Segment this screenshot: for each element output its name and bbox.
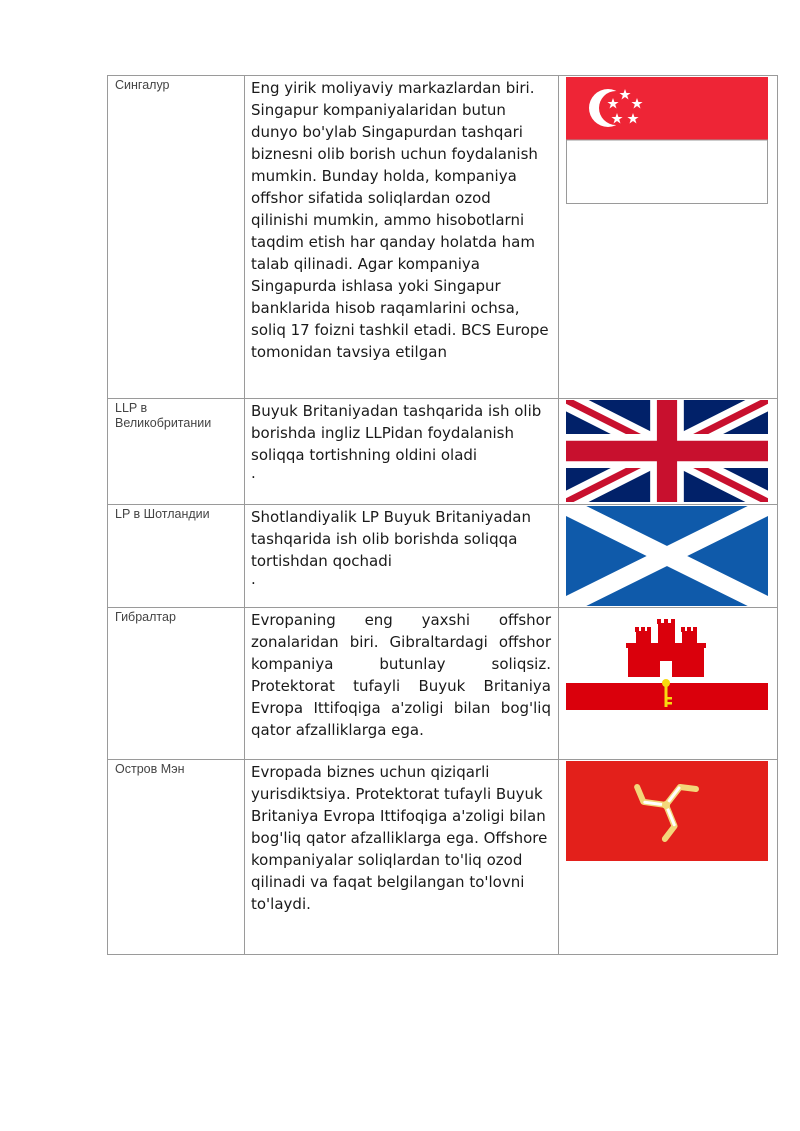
table-row bbox=[108, 608, 778, 760]
country-name: Сингалур bbox=[115, 78, 170, 92]
trailing-dot: . bbox=[251, 464, 256, 482]
table-row bbox=[108, 399, 778, 505]
flag-cell bbox=[559, 608, 778, 760]
offshore-table bbox=[107, 75, 778, 955]
trailing-dot: . bbox=[251, 570, 256, 588]
country-name: LLP в Великобритании bbox=[115, 401, 212, 430]
description-text: Evropada biznes uchun qiziqarli yurisdiktsiya. Protektorat tufayli Buyuk Britaniya Evropa Ittifoqiga a'zoligi bilan bog'liq qator afzalliklarga ega. Offshore kompaniyalar soliqlardan to'liq ozod qilinadi va faqat belgilangan to'lovni to'laydi. bbox=[251, 763, 548, 913]
uk-flag bbox=[566, 400, 768, 502]
country-cell bbox=[108, 505, 245, 608]
table-row bbox=[108, 505, 778, 608]
description-cell bbox=[245, 76, 559, 399]
description-text: Eng yirik moliyaviy markazlardan biri. Singapur kompaniyalaridan butun dunyo bo'ylab Singapurdan tashqari biznesni olib borish uchun foydalanish mumkin. Bunday holda, kompaniya offshor sifatida soliqlardan ozod qilinishi mumkin, ammo hisobotlarni taqdim etish har qanday holatda ham talab qilinadi. Agar kompaniya Singapurda ishlasa yoki Singapur banklarida hisob raqamlarini ochsa, soliq 17 foizni tashkil etadi. BCS Europe tomonidan tavsiya etilgan bbox=[251, 79, 549, 361]
country-cell bbox=[108, 399, 245, 505]
country-name: LP в Шотландии bbox=[115, 507, 210, 521]
table-row bbox=[108, 76, 778, 399]
description-cell bbox=[245, 505, 559, 608]
table-row bbox=[108, 760, 778, 955]
country-name: Остров Мэн bbox=[115, 762, 185, 776]
flag-cell bbox=[559, 760, 778, 955]
description-cell bbox=[245, 399, 559, 505]
country-name: Гибралтар bbox=[115, 610, 176, 624]
country-cell bbox=[108, 608, 245, 760]
singapore-flag bbox=[566, 77, 768, 204]
country-cell bbox=[108, 76, 245, 399]
description-text: Evropaning eng yaxshi offshor zonalaridan biri. Gibraltardagi offshor kompaniya butunlay soliqsiz. Protektorat tufayli Buyuk Britaniya Evropa Ittifoqiga a'zoligi bilan bog'liq qator afzalliklarga ega. bbox=[251, 611, 551, 739]
country-cell bbox=[108, 760, 245, 955]
scotland-flag bbox=[566, 506, 768, 606]
description-text: Buyuk Britaniyadan tashqarida ish olib borishda ingliz LLPidan foydalanish soliqqa tortishning oldini oladi bbox=[251, 402, 542, 464]
description-cell bbox=[245, 608, 559, 760]
flag-cell bbox=[559, 505, 778, 608]
flag-cell bbox=[559, 76, 778, 399]
isle-of-man-flag bbox=[566, 761, 768, 861]
description-cell bbox=[245, 760, 559, 955]
description-text: Shotlandiyalik LP Buyuk Britaniyadan tashqarida ish olib borishda soliqqa tortishdan qochadi bbox=[251, 508, 531, 570]
gibraltar-flag bbox=[566, 609, 768, 710]
flag-cell bbox=[559, 399, 778, 505]
